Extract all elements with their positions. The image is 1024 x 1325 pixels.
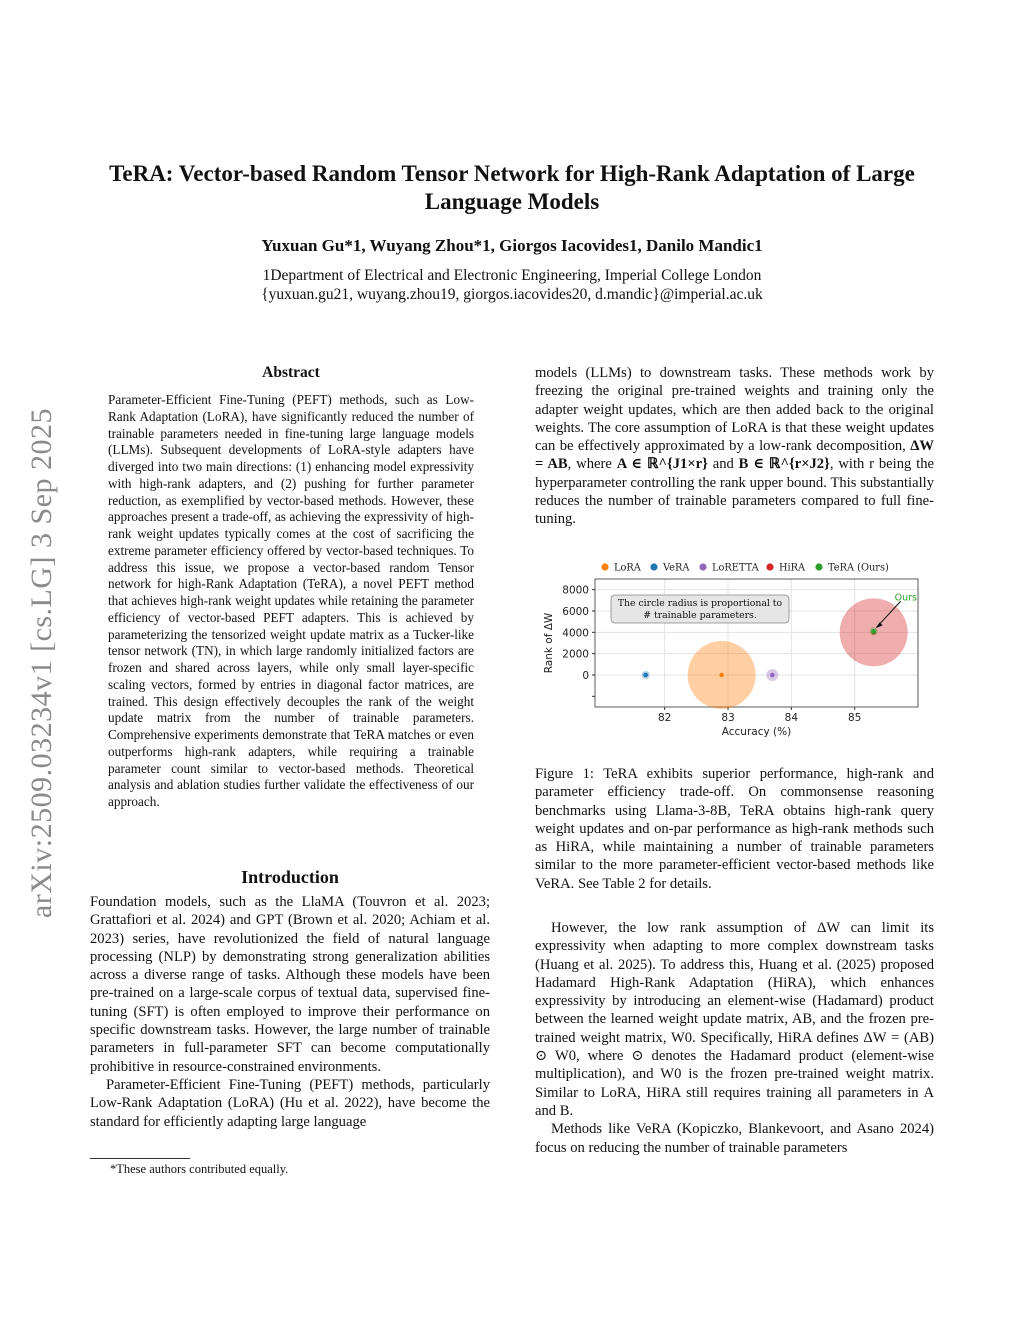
abstract-text: Parameter-Efficient Fine-Tuning (PEFT) methods, such as Low-Rank Adaptation (LoRA), have significantly reduced the number of trainable parameters needed in fine-tuning large language models (LLMs). Subsequent developments of LoRA-style adapters have diverged into two main directions: (1) enhancing model expressivity with high-rank adapters, and (2) pushing for further parameter reduction, as exemplified by vector-based methods. However, these approaches present a trade-off, as achieving the expressivity of high-rank weight updates typically comes at the cost of sacrificing the extreme parameter efficiency offered by vector-based techniques. To address this issue, we propose a vector-based random Tensor network for high-Rank Adaptation (TeRA), a novel PEFT method that achieves high-rank weight updates while retaining the parameter efficiency of vector-based PEFT adapters. This is achieved by parameterizing the tensorized weight update matrix as a Tucker-like tensor network (TN), in which large randomly initialized factors are frozen and shared across layers, while only small layer-specific scaling vectors, formed by entries in diagonal factor matrices, are trained. This design effectively decouples the rank of the weight update matrix from the number of trainable parameters. Comprehensive experiments demonstrate that TeRA matches or even outperforms high-rank adapters, while requiring a trainable parameter count similar to vector-based methods. Theoretical analysis and ablation studies further validate the effectiveness of our approach. xyxy=(108,392,474,809)
right-column-intro xyxy=(535,364,934,529)
legend-marker xyxy=(815,563,822,570)
math-a-dim: A ∈ ℝ^{J1×r} xyxy=(616,456,708,473)
x-tick-label: 84 xyxy=(784,712,799,724)
legend-marker xyxy=(650,563,657,570)
point-lora xyxy=(719,673,724,678)
introduction-body xyxy=(90,893,490,1131)
legend-label: LoRETTA xyxy=(712,562,759,574)
text-segment: and xyxy=(707,456,739,473)
author-emails: {yuxuan.gu21, wuyang.zhou19, giorgos.iacovides20, d.mandic}@imperial.ac.uk xyxy=(261,286,763,303)
y-tick-label: 8000 xyxy=(562,584,589,597)
legend-marker xyxy=(766,563,773,570)
x-tick-label: 82 xyxy=(657,712,672,724)
intro-paragraph-1: Foundation models, such as the LlaMA (Touvron et al. 2023; Grattafiori et al. 2024) and GPT (Brown et al. 2020; Achiam et al. 2023) series, have revolutionized the field of natural language processing (NLP) by demonstrating strong generalization abilities across a diverse range of tasks. Although these models have been pre-trained on a large-scale corpus of textual data, supervised fine-tuning (SFT) is often employed to improve their performance on specific downstream tasks. However, the large number of trainable parameters in full-parameter SFT can become computationally prohibitive in resource-constrained environments. xyxy=(90,894,490,1075)
author-list: Yuxuan Gu*1, Wuyang Zhou*1, Giorgos Iacovides1, Danilo Mandic1 xyxy=(261,236,763,255)
introduction-heading: Introduction xyxy=(241,867,339,887)
point-loretta xyxy=(770,673,775,678)
arxiv-identifier: arXiv:2509.03234v1 [cs.LG] 3 Sep 2025 xyxy=(25,407,58,919)
point-vera xyxy=(643,673,648,678)
legend-marker xyxy=(601,563,608,570)
x-axis-label: Accuracy (%) xyxy=(721,726,792,738)
legend-label: VeRA xyxy=(663,562,690,574)
figure-caption: Figure 1: TeRA exhibits superior performance, high-rank and parameter efficiency trade-off. On commonsense reasoning benchmarks using Llama-3-8B, TeRA obtains high-rank query weight updates and on-par performance as high-rank methods such as HiRA, while maintaining a number of trainable parameters similar to the more parameter-efficient vector-based methods like VeRA. See Table 2 for details. xyxy=(535,766,934,892)
footnote: *These authors contributed equally. xyxy=(110,1162,289,1176)
x-tick-label: 85 xyxy=(847,712,862,724)
footnote-divider xyxy=(90,1158,190,1159)
hira-paragraph: However, the low rank assumption of ΔW can limit its expressivity when adapting to more complex downstream tasks (Huang et al. 2025). To address this, Huang et al. (2025) proposed Hadamard High-Rank Adaptation (HiRA), which enhances expressivity by introducing an element-wise (Hadamard) product between the learned weight update matrix, AB, and the frozen pre-trained weight matrix, W0. Specifically, HiRA defines ΔW = (AB) ⊙ W0, where ⊙ denotes the Hadamard product (element-wise multiplication), and W0 is the frozen pre-trained weight matrix. Similar to LoRA, HiRA still requires training all parameters in A and B. xyxy=(535,920,934,1119)
y-axis-label: Rank of ΔW xyxy=(543,612,555,674)
figure-1-chart xyxy=(535,555,935,755)
y-tick-label: 0 xyxy=(582,670,589,682)
legend-marker xyxy=(699,563,706,570)
text-segment: , with r being the hyperparameter controlling the rank upper bound. This substantially reduces the number of trainable parameters compared to full fine-tuning. xyxy=(535,456,934,528)
right-column-body xyxy=(535,919,934,1157)
intro-paragraph-2: Parameter-Efficient Fine-Tuning (PEFT) methods, particularly Low-Rank Adaptation (LoRA) (Hu et al. 2022), have become the standard for efficiently adapting large language xyxy=(90,1076,490,1130)
vera-paragraph: Methods like VeRA (Kopiczko, Blankevoort, and Asano 2024) focus on reducing the number of trainable parameters xyxy=(535,1121,934,1156)
annotation-line: The circle radius is proportional to xyxy=(617,598,783,609)
y-tick-label: 2000 xyxy=(562,648,589,661)
math-b-dim: B ∈ ℝ^{r×J2} xyxy=(738,456,830,473)
text-segment: , where xyxy=(567,456,617,473)
point-tera-ours- xyxy=(871,629,876,634)
legend-label: TeRA (Ours) xyxy=(828,562,889,574)
y-tick-label: 4000 xyxy=(562,627,589,640)
affiliation: 1Department of Electrical and Electronic Engineering, Imperial College London xyxy=(262,267,762,284)
math-delta-w: ΔW = AB xyxy=(535,438,934,473)
text-segment: models (LLMs) to downstream tasks. These methods work by freezing the original pre-trained weights and training only the adapter weight updates, which are then added back to the original weights. The core assumption of LoRA is that these weight updates can be effectively approximated by a low-rank decomposition, xyxy=(535,365,934,455)
x-tick-label: 83 xyxy=(721,712,735,724)
y-tick-label: 6000 xyxy=(562,606,589,618)
affiliation-block xyxy=(80,266,944,304)
annotation-line: # trainable parameters. xyxy=(643,610,757,621)
legend-label: LoRA xyxy=(614,562,641,574)
abstract-heading: Abstract xyxy=(262,364,320,381)
ours-label: Ours xyxy=(894,592,918,604)
legend-label: HiRA xyxy=(779,562,806,574)
paper-title: TeRA: Vector-based Random Tensor Network for High-Rank Adaptation of Large Language Models xyxy=(109,161,915,214)
